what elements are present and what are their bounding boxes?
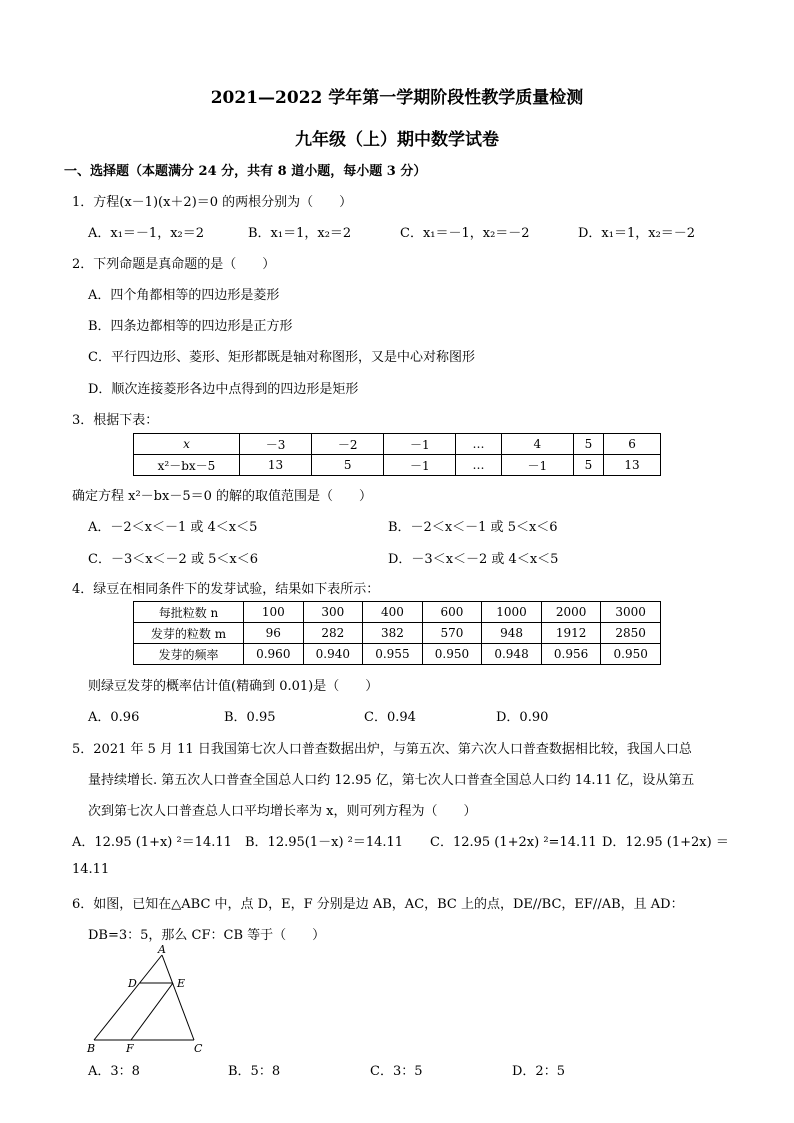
table-cell: 570: [422, 623, 482, 644]
question-2-option-d: D．顺次连接菱形各边中点得到的四边形是矩形: [88, 382, 359, 397]
page-title-1: 2021—2022 学年第一学期阶段性教学质量检测: [210, 88, 584, 108]
table-row: [134, 602, 661, 623]
question-6-option-b: B．5：8: [228, 1064, 281, 1079]
question-5-line-1: 5．2021 年 5 月 11 日我国第七次人口普查数据出炉，与第五次、第六次人口普查数据相比较，我国人口总: [72, 742, 692, 757]
question-5-option-d: D．12.95 (1+2x) ＝: [602, 835, 729, 850]
triangle-figure: [80, 943, 220, 1055]
question-4-table: [133, 601, 661, 665]
label-c: C: [194, 1042, 203, 1055]
table-cell: 100: [244, 602, 304, 623]
table-cell: 0.940: [303, 644, 363, 665]
table-cell: 0.956: [541, 644, 601, 665]
label-e: E: [177, 977, 186, 990]
table-cell: …: [456, 455, 501, 476]
question-3-after: 确定方程 x²－bx－5＝0 的解的取值范围是（ ）: [72, 489, 373, 504]
question-4-option-d: D．0.90: [496, 710, 549, 725]
table-cell: 0.960: [244, 644, 304, 665]
table-cell: 2850: [601, 623, 661, 644]
table-cell: 0.948: [482, 644, 542, 665]
table-row: [134, 434, 661, 455]
table-cell: 1912: [541, 623, 601, 644]
question-4-option-c: C．0.94: [364, 710, 416, 725]
question-3-option-b: B．－2＜x＜－1 或 5＜x＜6: [388, 520, 558, 535]
page-title-2: 九年级（上）期中数学试卷: [295, 130, 499, 150]
question-6-option-c: C．3：5: [370, 1064, 423, 1079]
question-5-option-c: C．12.95 (1+2x) ²=14.11: [430, 835, 597, 850]
question-1-option-b: B．x₁＝1，x₂＝2: [248, 226, 352, 241]
table-cell: 2000: [541, 602, 601, 623]
table-cell: 0.955: [363, 644, 423, 665]
table-cell: 300: [303, 602, 363, 623]
question-4-after: 则绿豆发芽的概率估计值(精确到 0.01)是（ ）: [88, 679, 379, 694]
question-1-option-d: D．x₁＝1，x₂＝－2: [578, 226, 696, 241]
table-cell: 6: [604, 434, 661, 455]
table-cell: 0.950: [601, 644, 661, 665]
table-cell: 13: [240, 455, 312, 476]
question-1-option-c: C．x₁＝－1，x₂＝－2: [400, 226, 530, 241]
table-row: [134, 623, 661, 644]
question-3-option-a: A．－2＜x＜－1 或 4＜x＜5: [88, 520, 258, 535]
question-2-option-b: B．四条边都相等的四边形是正方形: [88, 319, 293, 334]
table-cell: －1: [501, 455, 573, 476]
label-d: D: [128, 977, 137, 990]
table-cell: 发芽的粒数 m: [134, 623, 244, 644]
question-4-option-b: B．0.95: [224, 710, 276, 725]
question-1-option-a: A．x₁＝－1，x₂＝2: [88, 226, 205, 241]
segment-ac: [162, 955, 194, 1040]
question-5-line-2: 量持续增长. 第五次人口普查全国总人口约 12.95 亿，第七次人口普查全国总人口约 14.11 亿，设从第五: [88, 773, 695, 788]
table-cell: 600: [422, 602, 482, 623]
question-6-line-1: 6．如图，已知在△ABC 中，点 D，E，F 分别是边 AB，AC，BC 上的点，DE//BC，EF//AB，且 AD：: [72, 897, 684, 912]
question-6-option-d: D．2：5: [512, 1064, 565, 1079]
table-cell: 4: [501, 434, 573, 455]
question-3-stem: 3．根据下表：: [72, 413, 159, 428]
question-6-option-a: A．3：8: [88, 1064, 140, 1079]
question-4-option-a: A．0.96: [88, 710, 140, 725]
table-cell: －2: [312, 434, 384, 455]
table-cell: x²－bx－5: [134, 455, 240, 476]
question-5-option-b: B．12.95(1－x) ²＝14.11: [245, 835, 404, 850]
table-cell: 每批粒数 n: [134, 602, 244, 623]
section-heading: 一、选择题（本题满分 24 分，共有 8 道小题，每小题 3 分）: [64, 164, 427, 179]
table-cell: 5: [573, 434, 603, 455]
table-row: [134, 644, 661, 665]
table-cell: 1000: [482, 602, 542, 623]
table-cell: 3000: [601, 602, 661, 623]
segment-ef: [131, 983, 173, 1040]
label-b: B: [87, 1042, 96, 1055]
question-3-option-c: C．－3＜x＜－2 或 5＜x＜6: [88, 552, 258, 567]
question-2-stem: 2．下列命题是真命题的是（ ）: [72, 257, 276, 272]
table-cell: 400: [363, 602, 423, 623]
table-cell: 382: [363, 623, 423, 644]
question-4-stem: 4．绿豆在相同条件下的发芽试验，结果如下表所示：: [72, 582, 380, 597]
question-2-option-a: A．四个角都相等的四边形是菱形: [88, 288, 280, 303]
table-cell: 282: [303, 623, 363, 644]
table-cell: 5: [312, 455, 384, 476]
table-cell: …: [456, 434, 501, 455]
table-cell: －3: [240, 434, 312, 455]
label-a: A: [158, 943, 166, 956]
label-f: F: [126, 1042, 134, 1055]
question-1-stem: 1．方程(x－1)(x＋2)＝0 的两根分别为（ ）: [72, 195, 353, 210]
table-row: [134, 455, 661, 476]
table-cell: －1: [384, 455, 456, 476]
table-cell: 948: [482, 623, 542, 644]
question-3-table: [133, 433, 661, 476]
table-cell: 13: [604, 455, 661, 476]
question-6-line-2: DB=3：5，那么 CF：CB 等于（ ）: [88, 928, 326, 943]
question-2-option-c: C．平行四边形、菱形、矩形都既是轴对称图形，又是中心对称图形: [88, 350, 475, 365]
question-5-option-a: A．12.95 (1+x) ²＝14.11: [72, 835, 232, 850]
question-3-option-d: D．－3＜x＜－2 或 4＜x＜5: [388, 552, 559, 567]
table-cell: x: [134, 434, 240, 455]
question-5-line-3: 次到第七次人口普查总人口平均增长率为 x，则可列方程为（ ）: [88, 804, 477, 819]
table-cell: 发芽的频率: [134, 644, 244, 665]
table-cell: 0.950: [422, 644, 482, 665]
table-cell: 5: [573, 455, 603, 476]
table-cell: 96: [244, 623, 304, 644]
question-5-option-d-wrap: 14.11: [72, 862, 110, 877]
segment-ab: [94, 955, 162, 1040]
table-cell: －1: [384, 434, 456, 455]
